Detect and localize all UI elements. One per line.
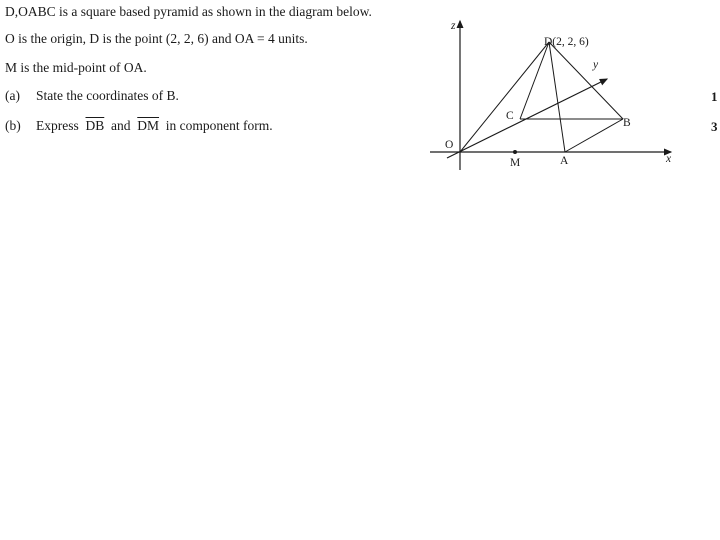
- vector-db: $\overline{DB}$: [85, 118, 105, 133]
- label-d: D(2, 2, 6): [544, 36, 589, 48]
- part-b-label: (b): [5, 118, 21, 133]
- part-a-label: (a): [5, 88, 20, 103]
- label-b: B: [623, 117, 631, 129]
- part-b-and: and: [111, 118, 131, 133]
- part-a-marks: 1: [711, 89, 718, 104]
- label-a: A: [560, 155, 569, 167]
- label-c: C: [506, 110, 514, 122]
- edge-do: [460, 42, 549, 152]
- label-x: x: [666, 153, 672, 165]
- part-a-text: State the coordinates of B.: [36, 88, 179, 103]
- edge-db: [549, 42, 623, 119]
- vector-dm: $\overline{DM}$: [137, 118, 160, 133]
- label-m: M: [510, 157, 521, 169]
- edge-da: [549, 42, 565, 152]
- label-o: O: [445, 139, 454, 151]
- edge-dc: [520, 42, 549, 119]
- label-z: z: [451, 20, 456, 32]
- part-b-marks: 3: [711, 119, 718, 134]
- part-b-text: [36, 118, 273, 134]
- pyramid-diagram: [425, 15, 685, 175]
- point-m-dot: [513, 150, 517, 154]
- edge-ab: [565, 119, 623, 152]
- part-b-suffix: in component form.: [165, 118, 273, 133]
- question-line-3: M is the mid-point of OA.: [5, 60, 147, 75]
- question-line-2: O is the origin, D is the point (2, 2, 6) and OA = 4 units.: [5, 31, 308, 46]
- part-b-prefix: Express: [36, 118, 79, 133]
- label-y: y: [593, 59, 599, 71]
- question-line-1: D,OABC is a square based pyramid as shown in the diagram below.: [5, 4, 372, 19]
